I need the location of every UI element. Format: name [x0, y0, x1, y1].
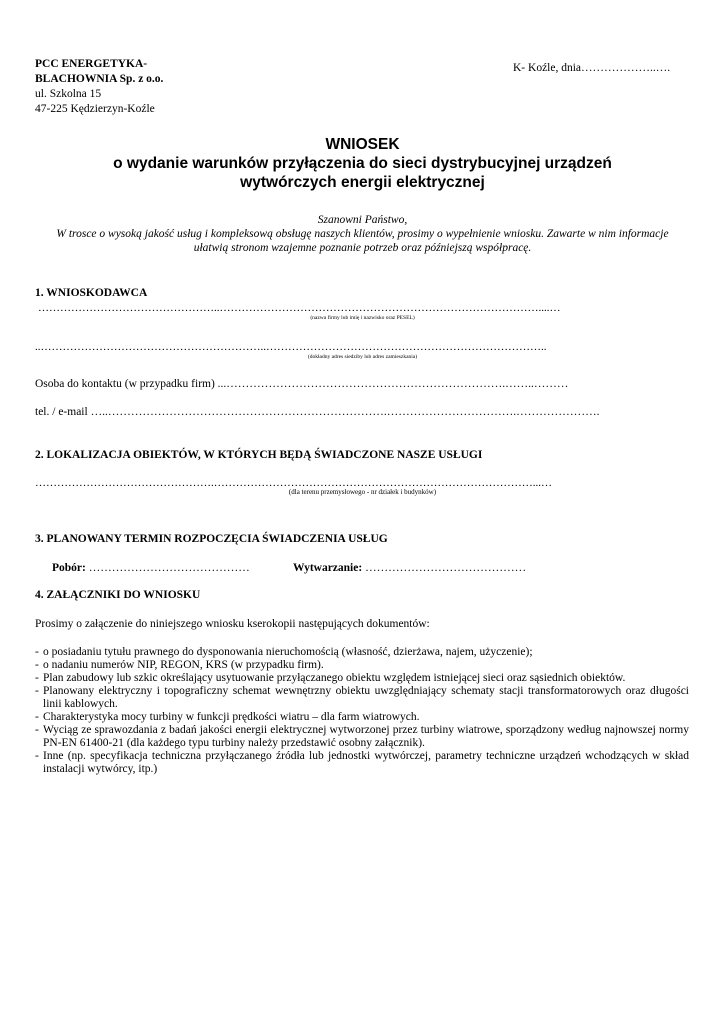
phone-email-field[interactable]: tel. / e-mail …..……………………………………………………………….…………………………….………………….	[35, 406, 600, 418]
pobor-field[interactable]: ……………………………………	[88, 562, 250, 574]
attachment-item	[35, 659, 689, 672]
wytwarzanie-label: Wytwarzanie:	[293, 562, 363, 574]
sender-street: ul. Szkolna 15	[35, 88, 102, 100]
title-sub2: wytwórczych energii elektrycznej	[240, 174, 485, 191]
pobor-label: Pobór:	[52, 562, 86, 574]
applicant-name-caption: (nazwa firmy lub imię i nazwisko oraz PESEL)	[310, 315, 415, 321]
section4-heading: 4. ZAŁĄCZNIKI DO WNIOSKU	[35, 589, 201, 601]
attachment-item	[35, 646, 689, 659]
attachment-text: o posiadaniu tytułu prawnego do dysponowania nieruchomością (własność, dzierżawa, najem, użyczenie);	[43, 646, 533, 658]
bullet-dash: -	[35, 711, 39, 723]
greeting-text-1: W trosce o wysoką jakość usług i kompleksową obsługę naszych klientów, prosimy o wypełnienie wniosku. Zawarte w nim informacje	[56, 228, 669, 240]
attachments-intro: Prosimy o załączenie do niniejszego wniosku kserokopii następujących dokumentów:	[35, 618, 430, 630]
attachment-item	[35, 685, 689, 711]
applicant-name-field[interactable]: …………………………………………..……………………………………………………………………………....…	[38, 302, 561, 314]
applicant-address-caption: (dokładny adres siedziby lub adres zamieszkania)	[307, 354, 418, 360]
title-main: WNIOSEK	[325, 136, 400, 153]
applicant-address-field[interactable]: ..……………………………………………………..…………………………………………………………………..	[35, 341, 547, 353]
section1-heading: 1. WNIOSKODAWCA	[35, 287, 148, 299]
wytwarzanie-field[interactable]: ……………………………………	[365, 562, 527, 574]
attachment-text: Plan zabudowy lub szkic określający usytuowanie przyłączanego obiektu względem istniejącej sieci oraz sąsiednich obiektów.	[43, 672, 626, 684]
attachment-text: Charakterystyka mocy turbiny w funkcji prędkości wiatru – dla farm wiatrowych.	[43, 711, 420, 723]
date-field[interactable]: K- Koźle, dnia………………..….	[513, 62, 671, 74]
attachment-item	[35, 711, 689, 724]
attachment-text: Planowany elektryczny i topograficzny schemat wewnętrzny obiektu uwzględniający schematy stacji transformatorowych oraz długości linii kablowych.	[43, 685, 689, 710]
bullet-dash: -	[35, 659, 39, 671]
greeting-text-2: ułatwią stronom wzajemne poznanie potrzeb oraz późniejszą współpracę.	[193, 242, 532, 254]
attachment-text: Wyciąg ze sprawozdania z badań jakości energii elektrycznej wytworzonej przez turbiny wiatrowe, sporządzony według najnowszej normy PN-EN 61400-21 (dla każdego typu turbiny należy przedstawić osobny załącznik).	[43, 724, 689, 749]
section2-heading: 2. LOKALIZACJA OBIEKTÓW, W KTÓRYCH BĘDĄ ŚWIADCZONE NASZE USŁUGI	[35, 449, 483, 461]
attachment-item	[35, 672, 689, 685]
attachment-text: o nadaniu numerów NIP, REGON, KRS (w przypadku firm).	[43, 659, 324, 671]
sender-name-line1: PCC ENERGETYKA-	[35, 58, 148, 70]
bullet-dash: -	[35, 724, 39, 736]
bullet-dash: -	[35, 672, 39, 684]
greeting-salutation: Szanowni Państwo,	[317, 214, 408, 226]
bullet-dash: -	[35, 646, 39, 658]
section3-heading: 3. PLANOWANY TERMIN ROZPOCZĘCIA ŚWIADCZENIA USŁUG	[35, 533, 388, 545]
contact-person-field[interactable]: Osoba do kontaktu (w przypadku firm) ...……………………………………………………………….……..………	[35, 378, 569, 390]
location-field[interactable]: ………………………………………….……………………………………………………………………………...…	[35, 477, 552, 489]
bullet-dash: -	[35, 685, 39, 697]
title-sub1: o wydanie warunków przyłączenia do sieci dystrybucyjnej urządzeń	[113, 155, 612, 172]
pobor-row	[52, 562, 250, 574]
sender-name-line2: BLACHOWNIA Sp. z o.o.	[35, 73, 164, 85]
attachments-list	[35, 646, 689, 776]
attachment-text: Inne (np. specyfikacja techniczna przyłączanego źródła lub jednostki wytwórczej, parametry techniczne urządzeń wchodzących w skład instalacji wytwórcy, itp.)	[43, 750, 689, 775]
attachment-item	[35, 724, 689, 750]
attachment-item	[35, 750, 689, 776]
document-title	[0, 135, 725, 192]
sender-city: 47-225 Kędzierzyn-Koźle	[35, 103, 155, 115]
location-caption: (dla terenu przemysłowego - nr działek i budynków)	[288, 488, 437, 496]
bullet-dash: -	[35, 750, 39, 762]
sender-address	[35, 57, 163, 117]
wytwarzanie-row	[293, 562, 526, 574]
greeting	[0, 213, 725, 255]
